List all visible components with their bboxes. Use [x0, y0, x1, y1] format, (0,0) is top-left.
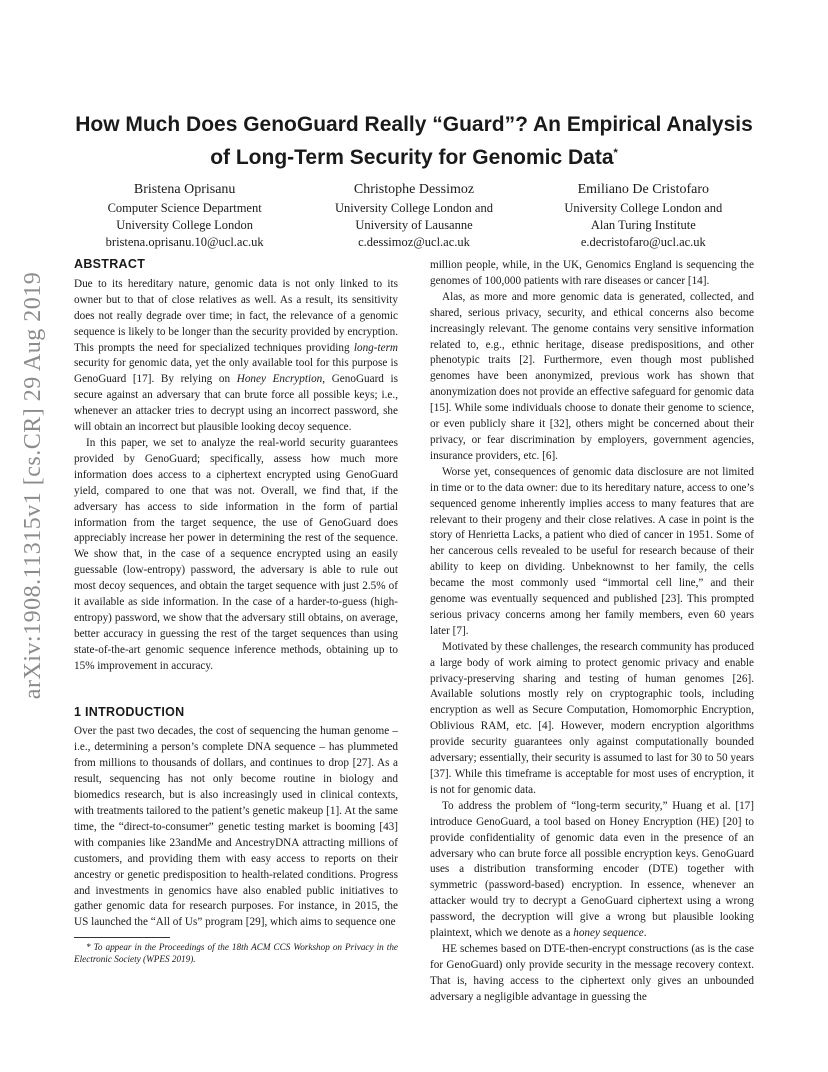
paper-title — [70, 111, 758, 172]
author-name: Emiliano De Cristofaro — [577, 182, 710, 197]
abstract-text: , GenoGuard is secure against an adversary that can brute force all possible keys; i.e., whenever an attacker tries to decrypt using an incorrect password, she will obtain an incorrect but plausible looking decoy sequence. — [74, 373, 398, 434]
author-3 — [529, 180, 758, 251]
author-email: e.decristofaro@ucl.ac.uk — [580, 235, 706, 249]
author-email: bristena.oprisanu.10@ucl.ac.uk — [105, 235, 264, 249]
author-affiliation: Alan Turing Institute — [590, 218, 696, 232]
abstract-emphasis: Honey Encryption — [236, 373, 323, 386]
author-affiliation: Computer Science Department — [107, 201, 262, 215]
arxiv-stamp — [20, 271, 48, 699]
body-text: . — [643, 927, 647, 940]
body-paragraph: Worse yet, consequences of genomic data disclosure are not limited in time or to the data owner: due to its hereditary nature, access to one’s sequenced genome inherently implies access to many features that are relevant to their progeny and their close relatives. A case in point is the story of Henrietta Lacks, a patient who died of cancer in 1951. Some of her cancerous cells revealed to be useful for research because of their ability to keep on dividing. Unbeknownst to her family, the cells became the most commonly used “immortal cell line,” and their genome was eventually sequenced and published [23]. This prompted serious privacy concerns among her family members, even 60 years later [7]. — [430, 465, 754, 637]
abstract-paragraph — [74, 277, 398, 436]
right-column — [430, 258, 754, 1006]
body-paragraph — [430, 799, 754, 942]
author-affiliation: University College London and — [335, 201, 493, 215]
arxiv-stamp-text: arXiv:1908.11315v1 [cs.CR] 29 Aug 2019 — [20, 271, 47, 699]
body-paragraph: Alas, as more and more genomic data is generated, collected, and shared, serious privacy, security, and ethical concerns also become increasingly relevant. The genome contains very sensitive information related to, e.g., ethnic heritage, disease predispositions, and other phenotypic traits [2]. Furthermore, even though most published genomes have been anonymized, previous work has shown that anonymization does not provide an effective safeguard for genomic data [15]. While some individuals choose to donate their genome to science, or even publicly share it [32], others might be concerned about their privacy, or fear discrimination by employers, government agencies, insurance providers, etc. [6]. — [430, 290, 754, 462]
author-2 — [299, 180, 528, 251]
footnote-divider — [74, 937, 170, 938]
paper-title-text: How Much Does GenoGuard Really “Guard”? An Empirical Analysis of Long-Term Security for Genomic Data — [75, 113, 753, 169]
abstract-text: Due to its hereditary nature, genomic data is not only linked to its owner but to that of close relatives as well. As a result, its sensitivity does not really degrade over time; in fact, the relevance of a genomic sequence is likely to be longer than the security provided by encryption. This prompts the need for specialized techniques providing — [74, 277, 398, 354]
body-text: To address the problem of “long-term security,” Huang et al. [17] introduce GenoGuard, a tool based on Honey Encryption (HE) [20] to provide confidentiality of genomic data even in the presence of an adversary who can brute force all possible encryption keys. GenoGuard uses a distribution transforming encoder (DTE) together with symmetric (password-based) encryption. In essence, whenever an attacker would try to decrypt a GenoGuard ciphertext using a wrong password, the decryption will give a wrong but plausible looking plaintext, which we denote as a — [430, 799, 754, 940]
author-name: Bristena Oprisanu — [133, 182, 236, 197]
author-name: Christophe Dessimoz — [353, 182, 475, 197]
abstract-text: security for genomic data, yet the only available tool for this purpose is GenoGuard [17]. By relying on — [74, 357, 398, 386]
body-paragraph: HE schemes based on DTE-then-encrypt constructions (as is the case for GenoGuard) only provide security in the message recovery context. That is, having access to the ciphertext only gives an unbounded adversary a negligible advantage in guessing the — [430, 942, 754, 1003]
author-block — [70, 180, 758, 251]
abstract-paragraph: In this paper, we set to analyze the real-world security guarantees provided by GenoGuard; specifically, assess how much more information does access to a ciphertext encrypted using GenoGuard yield, compared to one that was not. Overall, we find that, if the adversary has access to side information in the form of partial information from the target sequence, the use of GenoGuard does appreciably increase her power in determining the rest of the sequence. We show that, in the case of a sequence encrypted using an easily guessable (low-entropy) password, the adversary is able to rule out most decoy sequences, and obtain the target sequence with just 2.5% of it available as side information. In the case of a harder-to-guess (high-entropy) password, we show that the adversary still obtains, on average, better accuracy in guessing the rest of the target sequences than using state-of-the-art genomic sequence inference methods, obtaining up to 15% improvement in accuracy. — [74, 436, 398, 672]
introduction-paragraph: Over the past two decades, the cost of sequencing the human genome – i.e., determining a person’s complete DNA sequence – has plummeted from millions to thousands of dollars, and continues to drop [27]. As a result, sequencing has not only become routine in biology and biomedics research, but is also increasingly used in clinical contexts, with treatments tailored to the patient’s genetic makeup [1]. At the same time, the “direct-to-consumer” genetic testing market is booming [43] with companies like 23andMe and AncestryDNA attracting millions of customers, and providing them with easy access to reports on their ancestry or genetic predisposition to health-related conditions. Progress and investments in genomics have also enabled public initiatives to gather genomic data for research purposes. For instance, in 2015, the US launched the “All of Us” program [29], which aims to sequence one — [74, 725, 398, 929]
left-column — [74, 257, 398, 965]
abstract-heading: ABSTRACT — [74, 257, 146, 271]
body-emphasis: honey sequence — [573, 927, 644, 940]
author-1 — [70, 180, 299, 251]
title-footnote-mark: * — [613, 147, 618, 159]
body-paragraph: Motivated by these challenges, the research community has produced a large body of work aiming to protect genomic privacy and enable privacy-preserving sharing and testing of human genomes [26]. Available solutions mostly rely on cryptographic tools, including encryption as well as Secure Computation, Homomorphic Encryption, Oblivious RAM, etc. [4]. However, modern encryption algorithms provide security guarantees only against computationally bounded adversary; essentially, their security is assumed to last for 30 to 50 years [37]. While this timeframe is acceptable for most uses of encryption, it is not for genomic data. — [430, 640, 754, 796]
introduction-heading: 1 INTRODUCTION — [74, 704, 185, 719]
author-affiliation: University of Lausanne — [355, 218, 473, 232]
footnote: * To appear in the Proceedings of the 18th ACM CCS Workshop on Privacy in the Electronic Society (WPES 2019). — [74, 942, 398, 965]
author-email: c.dessimoz@ucl.ac.uk — [358, 235, 470, 249]
abstract-emphasis: long-term — [353, 341, 398, 354]
body-paragraph: million people, while, in the UK, Genomics England is sequencing the genomes of 100,000 patients with rare diseases or cancer [14]. — [430, 259, 754, 287]
author-affiliation: University College London and — [564, 201, 723, 215]
author-affiliation: University College London — [116, 218, 254, 232]
